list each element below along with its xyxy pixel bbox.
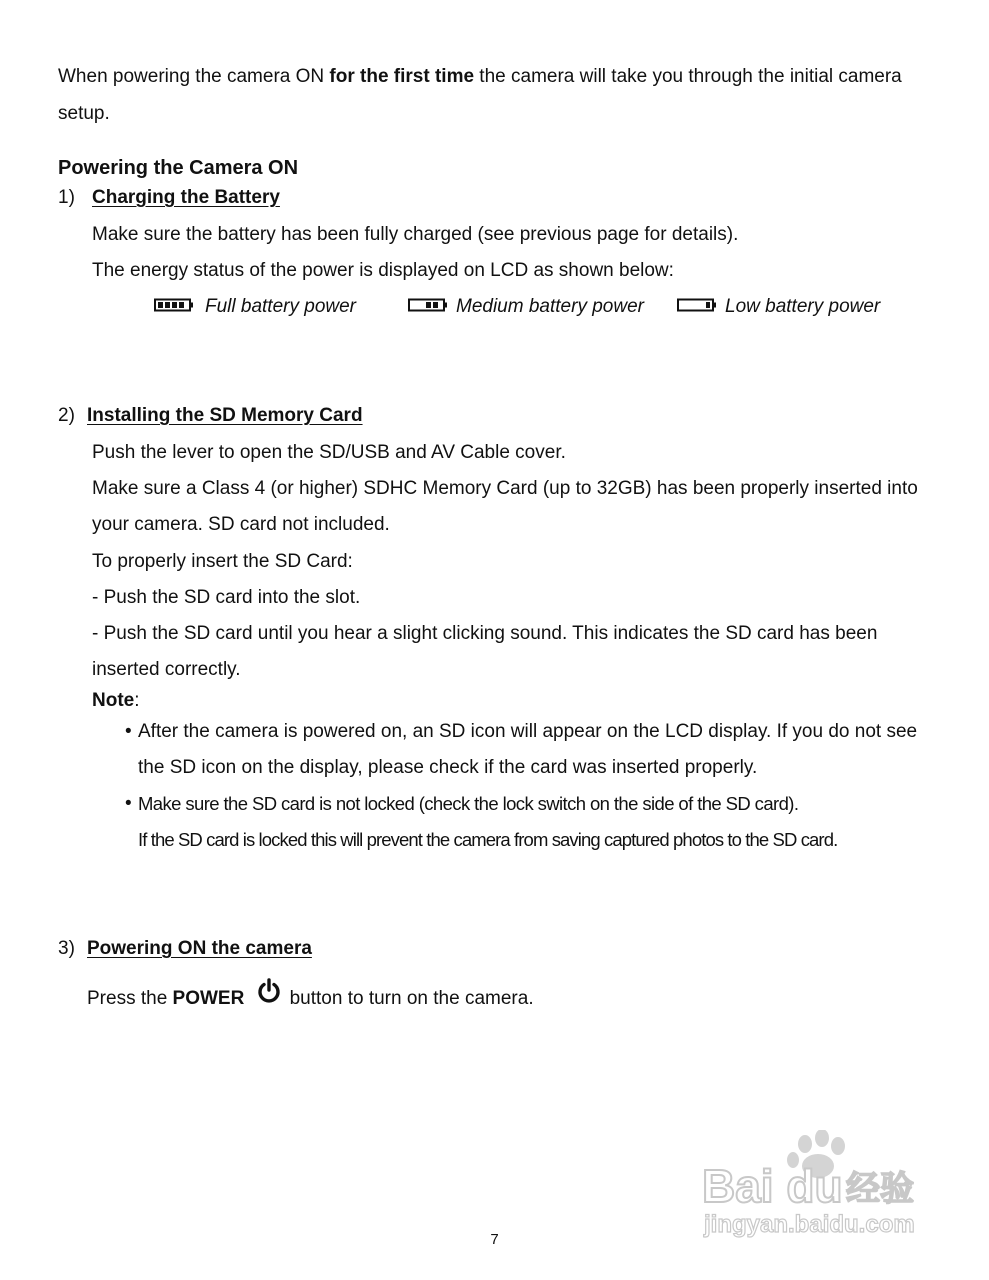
step2-line-1: Push the lever to open the SD/USB and AV Cable cover.	[92, 442, 566, 463]
step1-line-1: Make sure the battery has been fully charged (see previous page for details).	[92, 224, 739, 245]
watermark-brand: Bai du	[702, 1160, 843, 1212]
bullet-dot-2: •	[125, 793, 132, 814]
step2-line-7: inserted correctly.	[92, 659, 241, 680]
step3-text-1: Press the	[87, 988, 173, 1009]
step1-line-2: The energy status of the power is displayed on LCD as shown below:	[92, 260, 674, 281]
watermark-chinese: 经验	[846, 1169, 914, 1209]
step2-heading	[58, 404, 363, 428]
intro-text-1: When powering the camera ON	[58, 66, 330, 87]
note-label-line	[92, 689, 140, 713]
step3-title: Powering ON the camera	[87, 938, 312, 959]
battery-full-icon	[154, 298, 194, 312]
bullet-1-line-1: After the camera is powered on, an SD icon will appear on the LCD display. If you do not see	[138, 721, 918, 742]
power-icon	[256, 978, 282, 1004]
bullet-2-line-1: Make sure the SD card is not locked (check the lock switch on the side of the SD card).	[138, 793, 799, 814]
page-number: 7	[490, 1231, 499, 1248]
step2-line-4: To properly insert the SD Card:	[92, 551, 353, 572]
step3-text	[87, 987, 534, 1011]
step1-number: 1)	[58, 187, 75, 208]
step3-number: 3)	[58, 938, 75, 959]
step2-title: Installing the SD Memory Card	[87, 405, 363, 426]
step3-heading	[58, 937, 312, 961]
step2-line-2: Make sure a Class 4 (or higher) SDHC Memory Card (up to 32GB) has been properly inserted into	[92, 478, 918, 499]
bullet-1-line-2: the SD icon on the display, please check if the card was inserted properly.	[138, 757, 758, 778]
bullet-2-line-2: If the SD card is locked this will prevent the camera from saving captured photos to the SD card.	[138, 829, 838, 850]
step1-title: Charging the Battery	[92, 187, 280, 208]
step2-line-5: - Push the SD card into the slot.	[92, 587, 361, 608]
note-colon: :	[134, 690, 140, 711]
intro-line-2: setup.	[58, 103, 110, 124]
watermark-url: jingyan.baidu.com	[704, 1211, 915, 1238]
battery-low-icon	[677, 298, 717, 312]
section-title: Powering the Camera ON	[58, 157, 299, 179]
bullet-dot-1: •	[125, 721, 132, 742]
intro-line-1	[58, 65, 902, 89]
baidu-watermark	[700, 1130, 940, 1240]
step1-heading	[58, 186, 280, 210]
step2-line-3: your camera. SD card not included.	[92, 514, 390, 535]
note-label: Note	[92, 690, 135, 711]
battery-medium-label: Medium battery power	[456, 296, 644, 317]
intro-bold: for the first time	[329, 66, 475, 87]
step3-text-2: button to turn on the camera.	[284, 988, 534, 1009]
battery-low-label: Low battery power	[725, 296, 881, 317]
battery-medium-icon	[408, 298, 448, 312]
battery-full-label: Full battery power	[205, 296, 357, 317]
step2-line-6: - Push the SD card until you hear a slight clicking sound. This indicates the SD card has been	[92, 623, 878, 644]
step2-number: 2)	[58, 405, 75, 426]
intro-text-2: the camera will take you through the initial camera	[474, 66, 902, 87]
step3-power-word: POWER	[172, 988, 245, 1009]
